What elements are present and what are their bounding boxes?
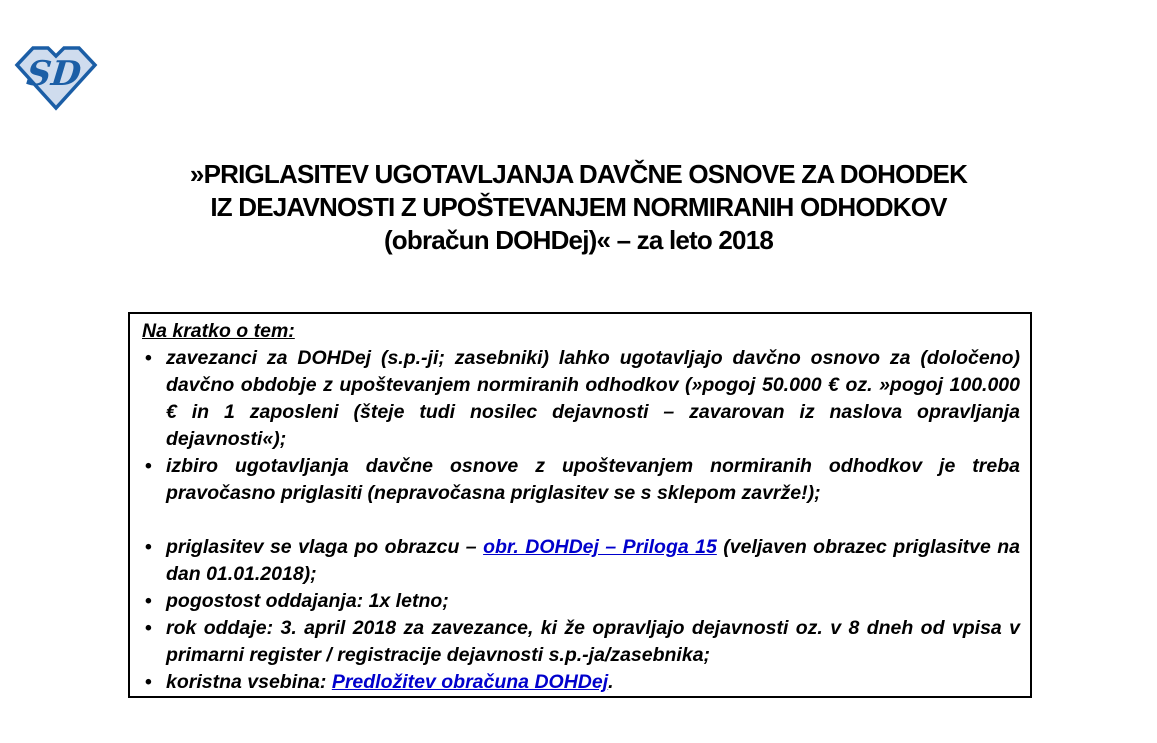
- list-item-text: [166, 669, 1020, 696]
- link-predlozitev-obracuna-dohdej[interactable]: Predložitev obračuna DOHDej: [331, 671, 609, 693]
- document-title: [0, 158, 1157, 257]
- list-item: [142, 345, 1020, 453]
- list-item: [142, 588, 1020, 615]
- bullet-icon: •: [145, 671, 152, 693]
- sd-shield-logo: [14, 44, 98, 112]
- document-title-line-2: IZ DEJAVNOSTI Z UPOŠTEVANJEM NORMIRANIH ODHODKOV: [210, 192, 947, 222]
- list-item-text: [166, 588, 1020, 615]
- link-obr-dohdej-priloga-15[interactable]: obr. DOHDej – Priloga 15: [483, 536, 717, 558]
- document-title-line-1: »PRIGLASITEV UGOTAVLJANJA DAVČNE OSNOVE ZA DOHODEK: [189, 159, 968, 189]
- sd-shield-icon: [14, 44, 98, 112]
- text-run: koristna vsebina:: [166, 671, 332, 693]
- bullet-icon: •: [145, 536, 152, 558]
- bullet-icon: •: [145, 347, 152, 369]
- list-item: [142, 669, 1020, 696]
- document-title-line-3: (obračun DOHDej)« – za leto 2018: [383, 225, 774, 255]
- text-run: rok oddaje: 3. april 2018 za zavezance, ki že opravljajo dejavnosti oz. v 8 dneh od vpisa v primarni register / registracije dejavnosti s.p.-ja/zasebnika;: [166, 617, 1020, 666]
- text-run: priglasitev se vlaga po obrazcu –: [166, 536, 484, 558]
- list-item-text: [166, 615, 1020, 669]
- text-run: zavezanci za DOHDej (s.p.-ji; zasebniki) lahko ugotavljajo davčno osnovo za (določeno) davčno obdobje z upoštevanjem normiranih odhodkov (»pogoj 50.000 € oz. »pogoj 100.000 € in 1 zaposleni (šteje tudi nosilec dejavnosti – zavarovan iz naslova opravljanja dejavnosti«);: [166, 347, 1020, 450]
- list-item: [142, 453, 1020, 507]
- list-item-text: [166, 534, 1020, 588]
- bullet-icon: •: [145, 455, 152, 477]
- text-run: .: [608, 671, 614, 693]
- bullet-icon: •: [145, 590, 152, 612]
- list-item-text: [166, 453, 1020, 507]
- text-run: (veljaven obrazec priglasitve na dan 01.01.2018);: [166, 536, 1020, 585]
- summary-heading: Na kratko o tem:: [142, 320, 295, 342]
- summary-box: [128, 312, 1032, 698]
- text-run: izbiro ugotavljanja davčne osnove z upoštevanjem normiranih odhodkov je treba pravočasno priglasiti (nepravočasna priglasitev se s sklepom zavrže!);: [166, 455, 1020, 504]
- text-run: pogostost oddajanja: 1x letno;: [166, 590, 449, 612]
- list-item: [142, 615, 1020, 669]
- summary-list: [142, 345, 1020, 696]
- list-item: [142, 534, 1020, 588]
- svg-text:SD: SD: [24, 54, 83, 94]
- bullet-icon: •: [145, 617, 152, 639]
- list-item-text: [166, 345, 1020, 453]
